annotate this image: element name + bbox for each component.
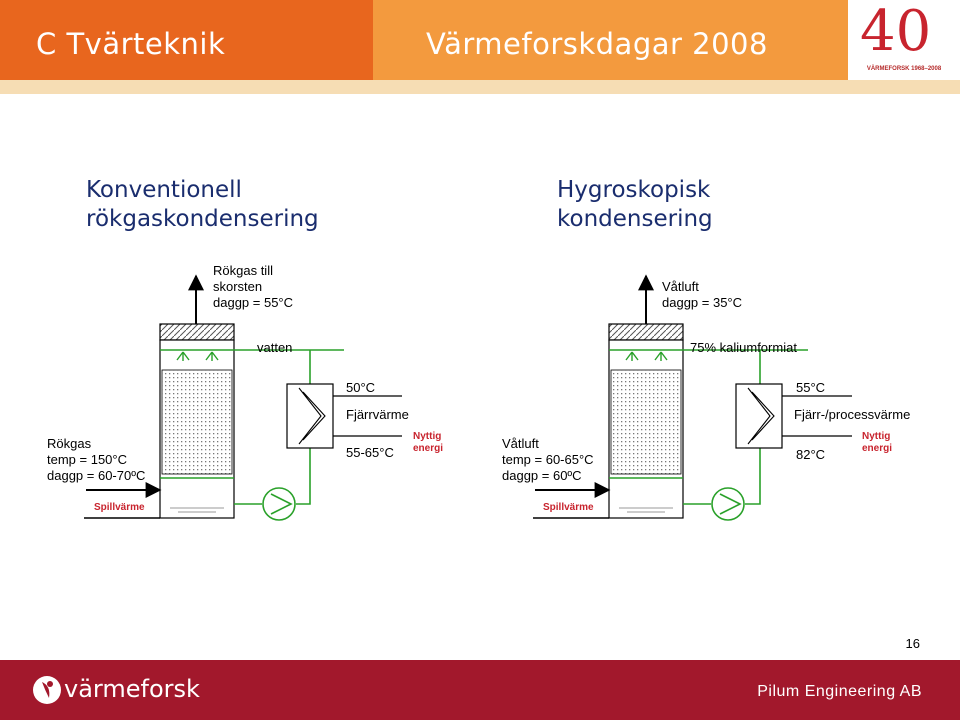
right-title-line1: Hygroskopisk	[557, 177, 711, 203]
right-inlet-line3: daggp = 60ºC	[502, 468, 582, 483]
left-outlet-line3: daggp = 55°C	[213, 295, 294, 310]
left-waste-heat: Spillvärme	[94, 502, 145, 513]
left-useful-energy	[413, 431, 443, 455]
right-useful-energy	[862, 431, 892, 455]
right-return-temp: 82°C	[796, 447, 826, 462]
right-hot-temp: 55°C	[796, 380, 826, 395]
left-inlet-line1: Rökgas	[47, 436, 92, 451]
left-return-temp: 55-65°C	[346, 445, 394, 460]
left-packing	[162, 370, 232, 474]
right-title-line2: kondensering	[557, 206, 713, 232]
right-demister	[609, 324, 683, 340]
right-network-label: Fjärr-/processvärme	[794, 407, 911, 422]
right-outlet-label	[662, 279, 742, 311]
footer-logo-text: värmeforsk	[64, 675, 200, 703]
right-inlet-line2: temp = 60-65°C	[502, 452, 594, 467]
left-outlet-line1: Rökgas till	[213, 263, 273, 278]
right-spray-label: 75% kaliumformiat	[690, 340, 797, 355]
page-number: 16	[905, 636, 920, 651]
logo-caption: VÄRMEFORSK 1968–2008	[866, 66, 942, 72]
logo-number: 40	[860, 0, 932, 64]
right-useful-line2: energi	[862, 443, 893, 454]
right-inlet-line1: Våtluft	[502, 436, 539, 451]
left-inlet-line2: temp = 150°C	[47, 452, 127, 467]
right-packing	[611, 370, 681, 474]
left-network-label: Fjärrvärme	[346, 407, 409, 422]
left-useful-line1: Nyttig	[413, 431, 442, 442]
right-inlet-label	[502, 436, 594, 484]
left-title-line1: Konventionell	[86, 177, 242, 203]
right-pump-discharge	[745, 448, 760, 504]
right-heat-exchanger	[736, 384, 782, 448]
left-outlet-label	[213, 263, 293, 311]
right-outlet-line2: daggp = 35°C	[662, 295, 743, 310]
left-useful-line2: energi	[413, 443, 444, 454]
right-waste-heat: Spillvärme	[543, 502, 594, 513]
left-demister	[160, 324, 234, 340]
left-heat-exchanger	[287, 384, 333, 448]
left-pump-discharge	[296, 448, 310, 504]
left-hot-temp: 50°C	[346, 380, 376, 395]
footer-company: Pilum Engineering AB	[757, 683, 922, 700]
left-outlet-line2: skorsten	[213, 279, 263, 294]
right-outlet-line1: Våtluft	[662, 279, 699, 294]
left-inlet-label	[47, 436, 145, 484]
varmeforsk-logo-icon	[33, 676, 61, 704]
right-useful-line1: Nyttig	[862, 431, 891, 442]
left-inlet-line3: daggp = 60-70ºC	[47, 468, 146, 483]
header-right-title: Värmeforskdagar 2008	[426, 27, 768, 61]
left-title-line2: rökgaskondensering	[86, 206, 319, 232]
left-spray-label: vatten	[257, 340, 293, 355]
header-left-title: C Tvärteknik	[36, 27, 226, 61]
